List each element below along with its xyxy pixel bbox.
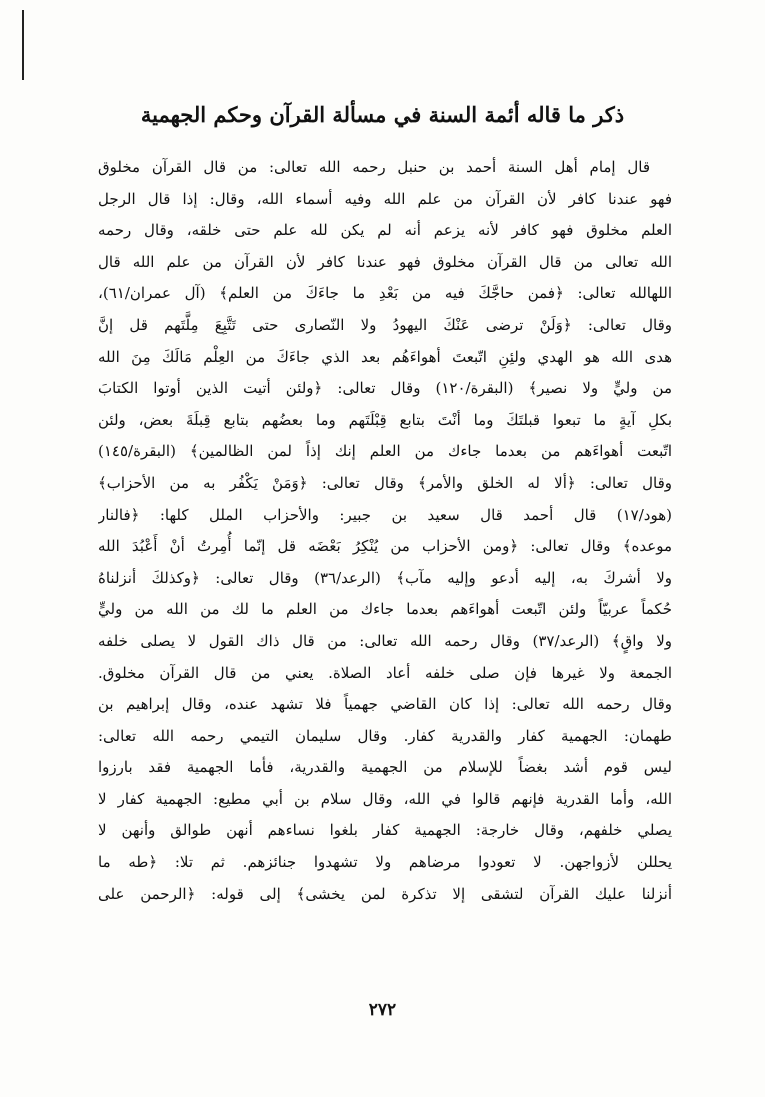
text-line: العلم مخلوق فهو كافر لأنه يزعم أنه لم يكن لله علم حتى خلقه، وقال رحمه: [98, 221, 672, 240]
text-line: اللهالله تعالى: ﴿فمن حاجَّكَ فيه من بَعْدِ ما جاءَكَ من العلم﴾ (آل عمران/٦١)،: [98, 284, 672, 303]
section-title: ذكر ما قاله أئمة السنة في مسألة القرآن وحكم الجهمية: [140, 102, 625, 127]
margin-rule: [22, 10, 24, 80]
body-text: [98, 152, 672, 910]
text-line: موعده﴾ وقال تعالى: ﴿ومن الأحزاب من يُنْكِرُ بَعْضَه قل إنّما أُمِرتُ أنْ أَعْبُدَ الله: [98, 537, 672, 556]
text-line: وقال رحمه الله تعالى: إذا كان القاضي جهمياً فلا تشهد عنده، وقال إبراهيم بن: [98, 695, 672, 714]
text-line: الجمعة ولا غيرها فإن صلى خلفه أعاد الصلاة. يعني من قال القرآن مخلوق.: [98, 663, 672, 682]
text-line: ولا أشركَ به، إليه أدعو وإليه مآب﴾ (الرعد/٣٦) وقال تعالى: ﴿وكذلكَ أنزلناهُ: [98, 568, 672, 587]
text-line: وقال تعالى: ﴿ألا له الخلق والأمر﴾ وقال تعالى: ﴿وَمَنْ يَكْفُر به من الأحزاب﴾: [98, 473, 672, 492]
text-line: من وليٍّ ولا نصير﴾ (البقرة/١٢٠) وقال تعالى: ﴿ولئن أتيت الذين أوتوا الكتابَ: [98, 379, 672, 398]
text-line: اتّبعت أهواءَهم من بعدما جاءك من العلم إنك إذاً لمن الظالمين﴾ (البقرة/١٤٥): [98, 442, 672, 461]
text-line: حُكماً عربيّاً ولئن اتّبعت أهواءَهم بعدما جاءك من العلم ما لك من الله من وليٍّ: [98, 600, 672, 619]
text-line: وقال تعالى: ﴿وَلَنْ ترضى عَنْكَ اليهودُ ولا النّصارى حتى تَتَّبِعَ مِلَّتَهم قل إنَّ: [98, 315, 672, 334]
text-line: هدى الله هو الهدي ولئِنِ اتّبعتَ أهواءَهُم بعد الذي جاءَكَ من العِلْم مَالَكَ مِنَ الله: [98, 347, 672, 366]
text-line: ولا واقٍ﴾ (الرعد/٣٧) وقال رحمه الله تعالى: من قال ذاك القول لا يصلى خلفه: [98, 631, 672, 650]
text-line: الله تعالى من قال القرآن مخلوق فهو عندنا كافر لأن القرآن من علم الله قال: [98, 252, 672, 271]
text-line: بكلِ آيةٍ ما تبعوا قبلتَكَ وما أنْتَ بتابع قِبْلَتَهم وما بعضُهم بتابع قِبلَةَ بعض، ولئن: [98, 410, 672, 429]
text-line: فهو عندنا كافر لأن القرآن من علم الله وفيه أسماء الله، وقال: إذا قال الرجل: [98, 189, 672, 208]
text-line: طهمان: الجهمية كفار والقدرية كفار. وقال سليمان التيمي رحمه الله تعالى:: [98, 726, 672, 745]
text-line: يحللن لأزواجهن. لا تعودوا مرضاهم ولا تشهدوا جنائزهم. ثم تلا: ﴿طه ما: [98, 853, 672, 872]
text-line: أنزلنا عليك القرآن لتشقى إلا تذكرة لمن يخشى﴾ إلى قوله: ﴿الرحمن على: [98, 884, 672, 903]
page-number: ٢٧٢: [368, 1000, 397, 1020]
text-line: (هود/١٧) قال أحمد قال سعيد بن جبير: والأحزاب الملل كلها: ﴿فالنار: [98, 505, 672, 524]
text-line: ليس قوم أشد بغضاً للإسلام من الجهمية والقدرية، فأما الجهمية فقد بارزوا: [98, 758, 672, 777]
text-line: الله، وأما القدرية فإنهم قالوا في الله، وقال سلام بن أبي مطيع: الجهمية كفار لا: [98, 789, 672, 808]
text-line: يصلي خلفهم، وقال خارجة: الجهمية كفار بلغوا نساءهم أنهن طوالق وأنهن لا: [98, 821, 672, 840]
text-line: قال إمام أهل السنة أحمد بن حنبل رحمه الله تعالى: من قال القرآن مخلوق: [98, 158, 650, 176]
